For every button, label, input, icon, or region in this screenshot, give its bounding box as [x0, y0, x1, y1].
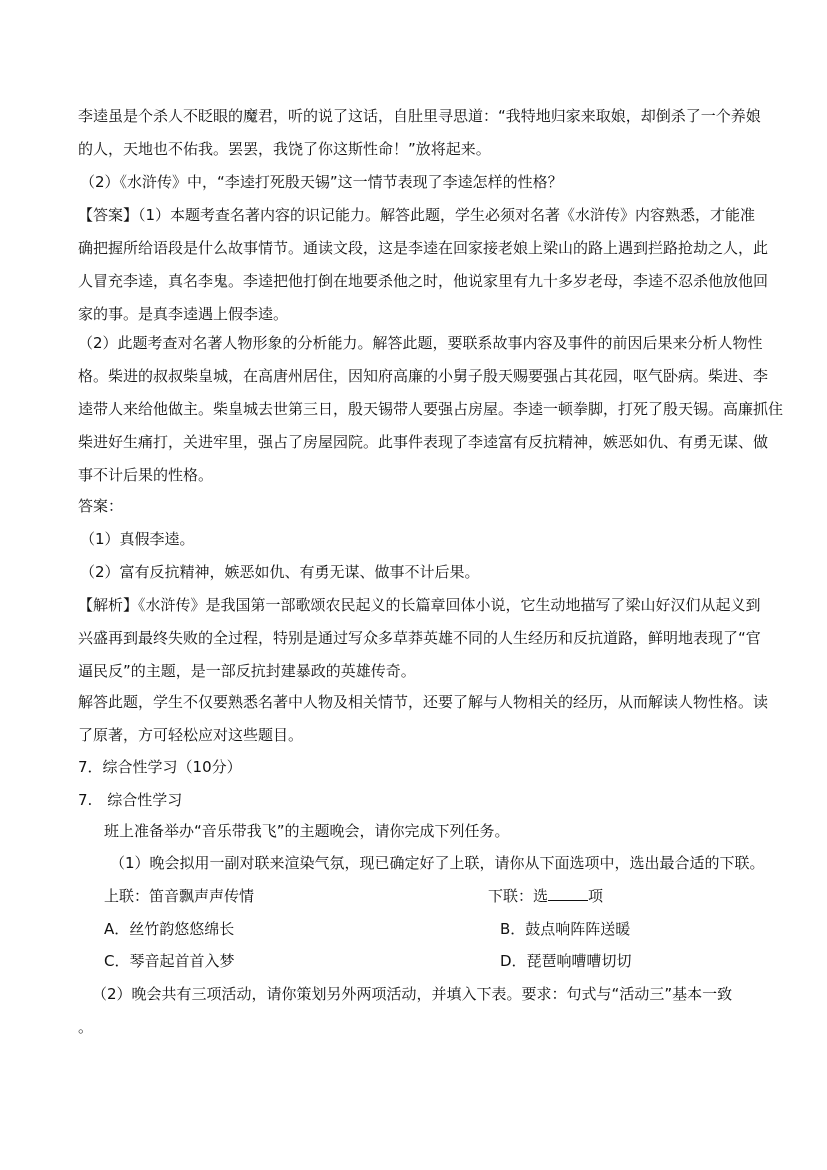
text-line: 【解析】《水浒传》是我国第一部歌颂农民起义的长篇章回体小说，它生动地描写了梁山好汉们从起义到	[78, 596, 761, 614]
option-c: C．琴音起首首入梦	[104, 952, 235, 970]
answer-paragraph-1	[78, 199, 769, 331]
text-line: 事不计后果的性格。	[78, 466, 214, 484]
option-b: B．鼓点响阵阵送暖	[500, 920, 631, 938]
answer-paragraph-2	[78, 327, 784, 492]
answer-blank[interactable]	[548, 886, 588, 901]
option-a: A．丝竹韵悠悠绵长	[104, 920, 235, 938]
answer-item-2: （2）富有反抗精神，嫉恶如仇、有勇无谋、做事不计后果。	[80, 563, 480, 581]
text-line: 格。柴进的叔叔柴皇城，在高唐州居住，因知府高廉的小舅子殷天赐要强占其花园，呕气卧病。柴进、李	[78, 367, 769, 385]
couplet-upper: 上联：笛音飘声声传情	[104, 887, 255, 905]
text-line: 李逵虽是个杀人不眨眼的魔君，听的说了这话，自肚里寻思道：“我特地归家来取娘，却倒杀了一个养娘	[78, 107, 761, 125]
question-7-title: 7. 综合性学习	[78, 791, 183, 809]
passage-paragraph	[78, 100, 761, 166]
question-7-heading: 7．综合性学习（10分）	[78, 758, 242, 776]
question-7-intro: 班上准备举办“音乐带我飞”的主题晚会，请你完成下列任务。	[104, 822, 510, 840]
answer-label: 答案：	[78, 497, 124, 515]
text-line: 确把握所给语段是什么故事情节。通读文段，这是李逵在回家接老娘上梁山的路上遇到拦路抢劫之人，此	[78, 239, 769, 257]
text-line: 了原著，方可轻松应对这些题目。	[78, 726, 304, 744]
couplet-lower-suffix: 项	[588, 887, 604, 905]
text-line: 人冒充李逵，真名李鬼。李逵把他打倒在地要杀他之时，他说家里有九十多岁老母，李逵不忍杀他放他回	[78, 272, 769, 290]
text-line: 解答此题，学生不仅要熟悉名著中人物及相关情节，还要了解与人物相关的经历，从而解读人物性格。读	[78, 693, 769, 711]
text-line: （2）此题考查对名著人物形象的分析能力。解答此题，要联系故事内容及事件的前因后果来分析人物性	[78, 334, 763, 352]
couplet-lower-prefix: 下联：选	[488, 887, 549, 905]
text-line: （2）晚会共有三项活动，请你策划另外两项活动，并填入下表。要求：句式与“活动三”基本一致	[92, 985, 733, 1003]
answer-item-1: （1）真假李逵。	[80, 530, 195, 548]
question-7-task-1: （1）晚会拟用一副对联来渲染气氛，现已确定好了上联，请你从下面选项中，选出最合适的下联。	[110, 854, 765, 872]
text-line: 逼民反”的主题，是一部反抗封建暴政的英雄传奇。	[78, 662, 416, 680]
text-line: 。	[78, 1018, 94, 1036]
text-line: 柴进好生痛打，关进牢里，强占了房屋园院。此事件表现了李逵富有反抗精神，嫉恶如仇、有勇无谋、做	[78, 433, 769, 451]
text-line: 的人，天地也不佑我。罢罢，我饶了你这斯性命！”放将起来。	[78, 140, 491, 158]
question-7-task-2	[78, 978, 762, 1044]
couplet-lower	[488, 880, 603, 913]
text-line: 逵带人来给他做主。柴皇城去世第三日，殷天锡带人要强占房屋。李逵一顿拳脚，打死了殷天锡。高廉抓住	[78, 400, 784, 418]
text-line: 家的事。是真李逵遇上假李逵。	[78, 305, 289, 323]
analysis-paragraph	[78, 589, 761, 688]
couplet-row	[104, 880, 784, 913]
text-line: 【答案】（1）本题考查名著内容的识记能力。解答此题，学生必须对名著《水浒传》内容熟悉，才能准	[78, 206, 756, 224]
tip-paragraph	[78, 686, 769, 752]
option-d: D．琵琶响嘈嘈切切	[500, 952, 632, 970]
options-row-1	[104, 913, 784, 946]
options-row-2	[104, 945, 784, 978]
text-line: 兴盛再到最终失败的全过程，特别是通过写众多草莽英雄不同的人生经历和反抗道路，鲜明地表现了“官	[78, 629, 761, 647]
question-2: （2）《水浒传》中，“李逵打死殷天锡”这一情节表现了李逵怎样的性格？	[80, 173, 563, 191]
